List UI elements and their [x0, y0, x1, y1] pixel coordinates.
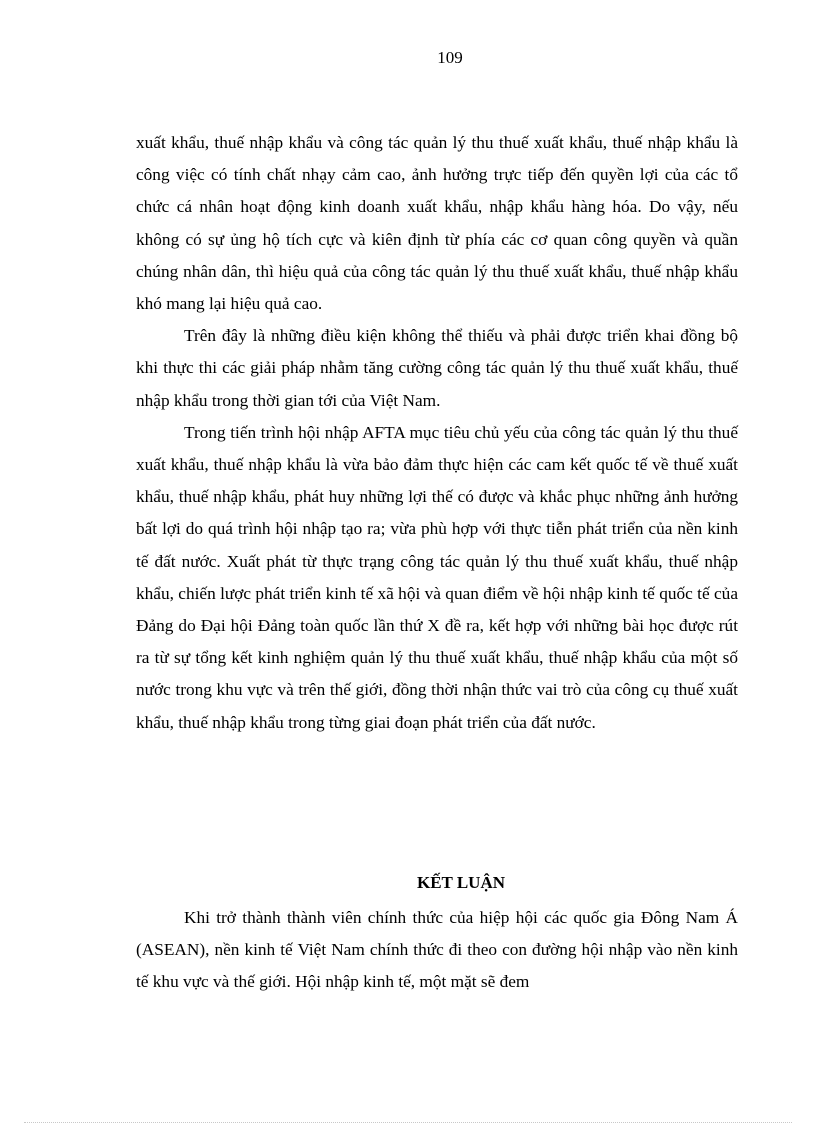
section-heading-conclusion: KẾT LUẬN [416, 873, 505, 892]
paragraph: Trong tiến trình hội nhập AFTA mục tiêu chủ yếu của công tác quản lý thu thuế xuất khẩu, thuế nhập khẩu là vừa bảo đảm thực hiện các cam kết quốc tế về thuế xuất khẩu, thuế nhập khẩu, phát huy những lợi thế có được và khắc phục những ảnh hưởng bất lợi do quá trình hội nhập tạo ra; vừa phù hợp với thực tiễn phát triển của nền kinh tế đất nước. Xuất phát từ thực trạng công tác quản lý thu thuế xuất khẩu, thuế nhập khẩu, chiến lược phát triển kinh tế xã hội và quan điểm về hội nhập kinh tế quốc tế của Đảng do Đại hội Đảng toàn quốc lần thứ X đề ra, kết hợp với những bài học được rút ra từ sự tổng kết kinh nghiệm quản lý thu thuế xuất khẩu, thuế nhập khẩu của một số nước trong khu vực và trên thế giới, đồng thời nhận thức vai trò của công cụ thuế xuất khẩu, thuế nhập khẩu trong từng giai đoạn phát triển của đất nước. [136, 422, 738, 732]
paragraph: Khi trở thành thành viên chính thức của hiệp hội các quốc gia Đông Nam Á (ASEAN), nền kinh tế Việt Nam chính thức đi theo con đường hội nhập vào nền kinh tế khu vực và thế giới. Hội nhập kinh tế, một mặt sẽ đem [136, 908, 738, 992]
page-number: 109 [437, 48, 463, 67]
main-text-section [136, 127, 738, 739]
paragraph: Trên đây là những điều kiện không thể thiếu và phải được triển khai đồng bộ khi thực thi các giải pháp nhằm tăng cường công tác quản lý thu thuế xuất khẩu, thuế nhập khẩu trong thời gian tới của Việt Nam. [136, 326, 738, 410]
paragraph-continued: xuất khẩu, thuế nhập khẩu và công tác quản lý thu thuế xuất khẩu, thuế nhập khẩu là công việc có tính chất nhạy cảm cao, ảnh hưởng trực tiếp đến quyền lợi của các tổ chức cá nhân hoạt động kinh doanh xuất khẩu, nhập khẩu hàng hóa. Do vậy, nếu không có sự ủng hộ tích cực và kiên định từ phía các cơ quan công quyền và quần chúng nhân dân, thì hiệu quả của công tác quản lý thu thuế xuất khẩu, thuế nhập khẩu khó mang lại hiệu quả cao. [136, 133, 738, 314]
conclusion-text-section [136, 902, 738, 999]
